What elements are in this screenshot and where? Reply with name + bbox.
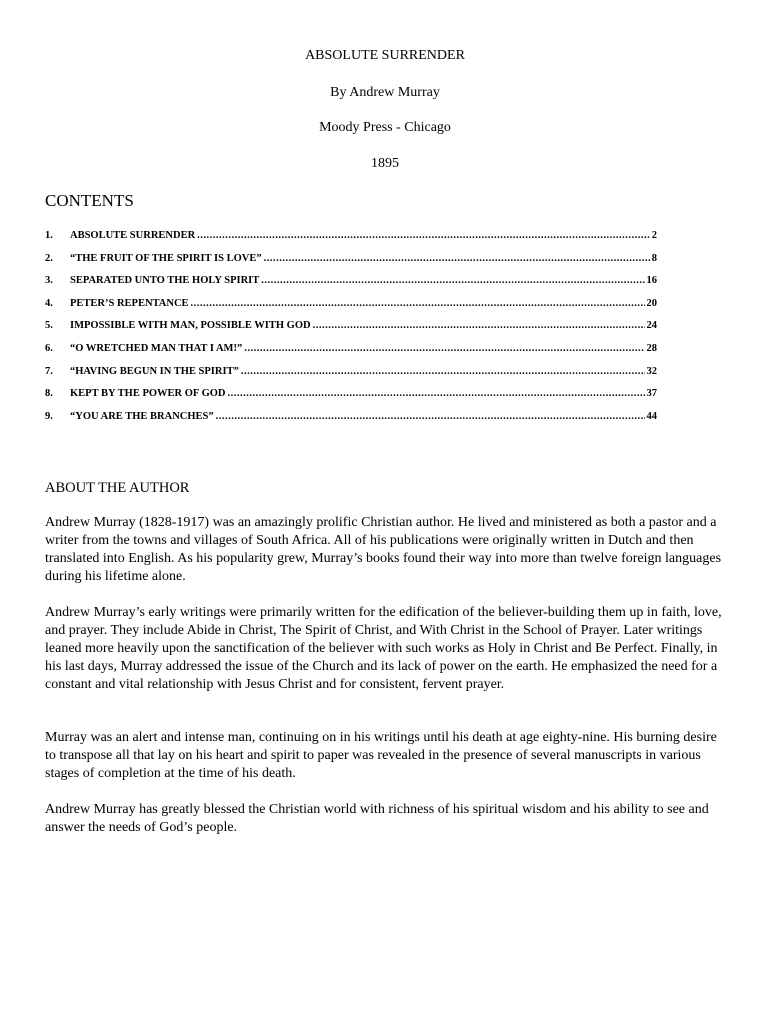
toc-leader-dots — [191, 296, 645, 312]
toc-title: “HAVING BEGUN IN THE SPIRIT” — [70, 365, 239, 377]
toc-title: “YOU ARE THE BRANCHES” — [70, 410, 214, 422]
toc-page-number: 8 — [651, 252, 657, 264]
toc-entry[interactable] — [45, 251, 657, 274]
toc-title: PETER’S REPENTANCE — [70, 297, 189, 309]
toc-title: ABSOLUTE SURRENDER — [70, 230, 196, 241]
toc-page-number: 44 — [646, 410, 657, 422]
toc-entry[interactable] — [45, 341, 657, 364]
contents-heading: CONTENTS — [45, 191, 134, 210]
toc-leader-dots — [244, 341, 644, 357]
toc-number: 5. — [45, 320, 53, 332]
book-author: By Andrew Murray — [330, 85, 440, 100]
toc-number: 2. — [45, 252, 53, 264]
toc-number: 1. — [45, 230, 53, 241]
toc-leader-dots — [261, 273, 644, 289]
toc-title: KEPT BY THE POWER OF GOD — [70, 388, 226, 400]
toc-leader-dots — [264, 251, 650, 267]
book-year: 1895 — [371, 156, 399, 171]
toc-entry[interactable] — [45, 296, 657, 319]
toc-number: 4. — [45, 297, 53, 309]
toc-title: SEPARATED UNTO THE HOLY SPIRIT — [70, 275, 260, 287]
toc-page-number: 20 — [646, 297, 657, 309]
toc-leader-dots — [216, 409, 645, 425]
toc-number: 6. — [45, 342, 53, 354]
toc-entry[interactable] — [45, 318, 657, 341]
toc-number: 7. — [45, 365, 53, 377]
toc-title: IMPOSSIBLE WITH MAN, POSSIBLE WITH GOD — [70, 320, 311, 332]
about-paragraph: Murray was an alert and intense man, continuing on in his writings until his death at age eighty-nine. His burning desire to transpose all that lay on his heart and spirit to paper was revealed in the presence of several manuscripts in various stages of completion at the time of his death. — [45, 730, 717, 781]
toc-page-number: 37 — [646, 388, 657, 400]
book-publisher: Moody Press - Chicago — [319, 120, 451, 135]
book-title: ABSOLUTE SURRENDER — [305, 48, 465, 63]
toc-leader-dots — [313, 318, 645, 334]
toc-leader-dots — [241, 364, 645, 380]
toc-leader-dots — [197, 228, 650, 244]
toc-number: 8. — [45, 388, 53, 400]
toc-page-number: 24 — [646, 320, 657, 332]
toc-entry[interactable] — [45, 364, 657, 387]
toc-number: 9. — [45, 410, 53, 422]
toc-page-number: 16 — [646, 275, 657, 287]
toc-leader-dots — [227, 386, 644, 402]
table-of-contents — [45, 228, 657, 431]
toc-page-number: 32 — [646, 365, 657, 377]
toc-title: “THE FRUIT OF THE SPIRIT IS LOVE” — [70, 252, 262, 264]
toc-entry[interactable] — [45, 273, 657, 296]
toc-entry[interactable] — [45, 228, 657, 251]
toc-title: “O WRETCHED MAN THAT I AM!” — [70, 342, 243, 354]
toc-page-number: 28 — [646, 342, 657, 354]
about-paragraph: Andrew Murray has greatly blessed the Christian world with richness of his spiritual wisdom and his ability to see and answer the needs of God’s people. — [45, 802, 709, 835]
toc-entry[interactable] — [45, 409, 657, 432]
toc-page-number: 2 — [651, 230, 657, 241]
toc-number: 3. — [45, 275, 53, 287]
about-paragraph: Andrew Murray (1828-1917) was an amazingly prolific Christian author. He lived and ministered as both a pastor and a writer from the towns and villages of South Africa. All of his publications were originally written in Dutch and then translated into English. As his popularity grew, Murray’s books found their way into more than twelve foreign languages during his lifetime alone. — [45, 515, 722, 584]
toc-entry[interactable] — [45, 386, 657, 409]
about-paragraph: Andrew Murray’s early writings were primarily written for the edification of the believer-building them up in faith, love, and prayer. They include Abide in Christ, The Spirit of Christ, and With Christ in the School of Prayer. Later writings leaned more heavily upon the sanctification of the believer with such works as Holy in Christ and Be Perfect. Finally, in his last days, Murray addressed the issue of the Church and its lack of power on the earth. He emphasized the need for a constant and vital relationship with Jesus Christ and for consistent, fervent prayer. — [45, 605, 722, 692]
about-heading: ABOUT THE AUTHOR — [45, 480, 190, 496]
